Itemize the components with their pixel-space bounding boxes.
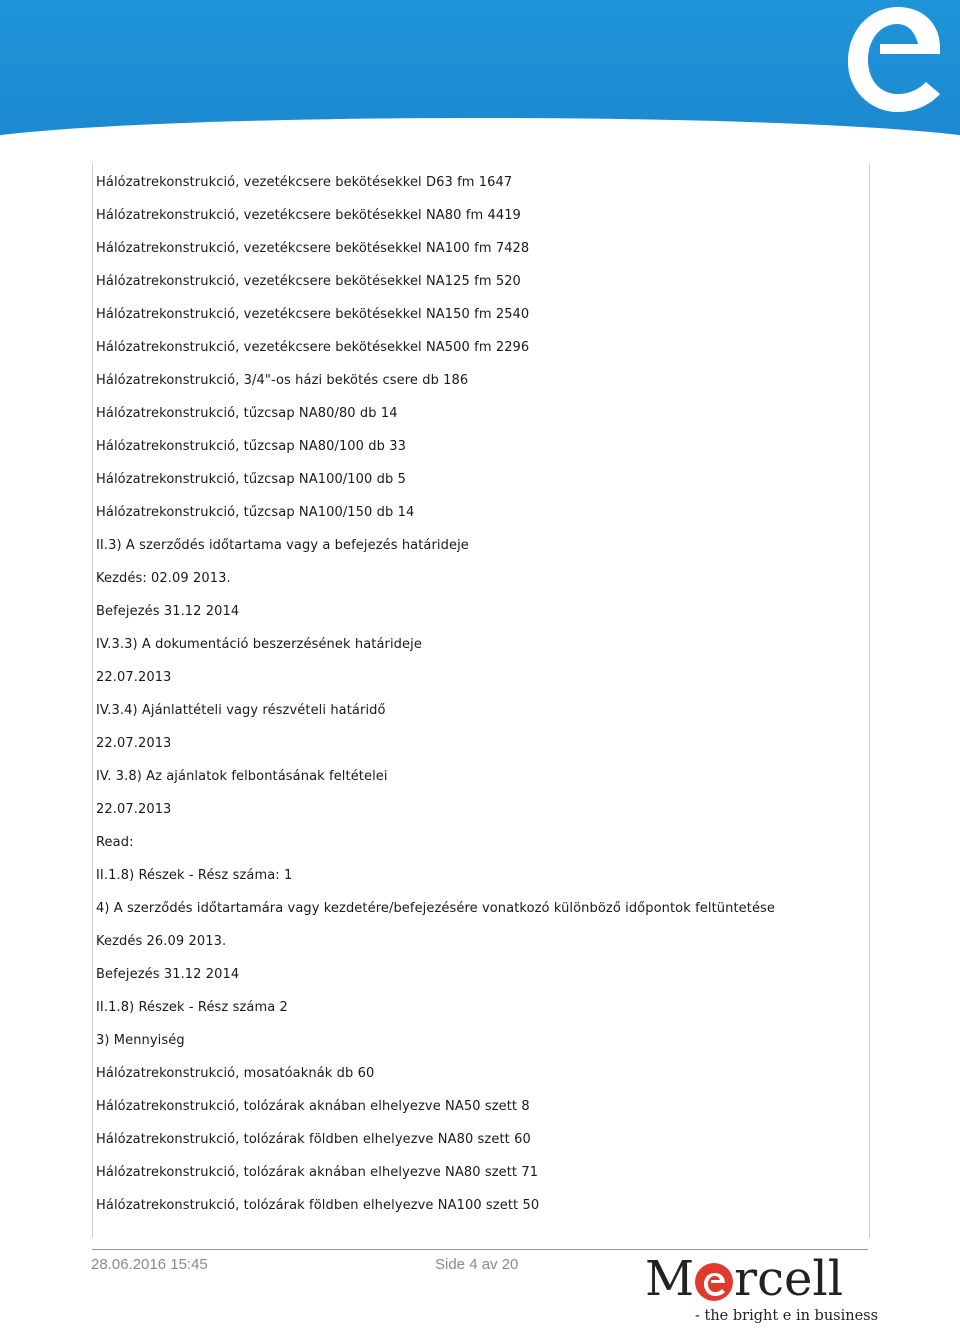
document-line: Hálózatrekonstrukció, vezetékcsere bekötésekkel NA80 fm 4419 <box>96 208 521 223</box>
document-line: II.3) A szerződés időtartama vagy a befejezés határideje <box>96 538 469 553</box>
document-line: 22.07.2013 <box>96 670 172 685</box>
e-logo-icon <box>695 1263 733 1301</box>
document-body <box>96 172 775 1228</box>
document-line: Hálózatrekonstrukció, tolózárak földben elhelyezve NA80 szett 60 <box>96 1132 531 1147</box>
document-line: Hálózatrekonstrukció, tűzcsap NA80/80 db 14 <box>96 406 398 421</box>
document-line: Hálózatrekonstrukció, 3/4"-os házi bekötés csere db 186 <box>96 373 469 388</box>
document-line: Hálózatrekonstrukció, vezetékcsere bekötésekkel NA150 fm 2540 <box>96 307 530 322</box>
document-line: II.1.8) Részek - Rész száma 2 <box>96 1000 288 1015</box>
document-line: IV.3.3) A dokumentáció beszerzésének határideje <box>96 637 422 652</box>
document-line: Hálózatrekonstrukció, tűzcsap NA100/100 db 5 <box>96 472 406 487</box>
footer-timestamp: 28.06.2016 15:45 <box>91 1256 208 1273</box>
document-line: IV.3.4) Ajánlattételi vagy részvételi határidő <box>96 703 386 718</box>
document-line: 4) A szerződés időtartamára vagy kezdetére/befejezésére vonatkozó különböző időpontok feltüntetése <box>96 901 776 916</box>
document-line: Befejezés 31.12 2014 <box>96 604 240 619</box>
brand-wordmark <box>645 1253 843 1305</box>
e-logo-icon <box>818 0 948 112</box>
document-line: 3) Mennyiség <box>96 1033 185 1048</box>
document-line: 22.07.2013 <box>96 736 172 751</box>
page-indicator: Side 4 av 20 <box>435 1256 519 1273</box>
header-banner <box>0 0 960 160</box>
footer-divider <box>92 1249 868 1250</box>
document-line: Kezdés 26.09 2013. <box>96 934 227 949</box>
header-curve <box>0 118 960 160</box>
document-line: Hálózatrekonstrukció, vezetékcsere bekötésekkel D63 fm 1647 <box>96 175 513 190</box>
document-line: Hálózatrekonstrukció, tűzcsap NA100/150 db 14 <box>96 505 415 520</box>
document-line: Befejezés 31.12 2014 <box>96 967 240 982</box>
document-line: IV. 3.8) Az ajánlatok felbontásának feltételei <box>96 769 388 784</box>
document-line: Hálózatrekonstrukció, tűzcsap NA80/100 db 33 <box>96 439 406 454</box>
document-line: Kezdés: 02.09 2013. <box>96 571 231 586</box>
document-line: Hálózatrekonstrukció, vezetékcsere bekötésekkel NA125 fm 520 <box>96 274 521 289</box>
document-line: Hálózatrekonstrukció, tolózárak aknában elhelyezve NA50 szett 8 <box>96 1099 530 1114</box>
document-line: Hálózatrekonstrukció, vezetékcsere bekötésekkel NA500 fm 2296 <box>96 340 530 355</box>
document-line: Hálózatrekonstrukció, mosatóaknák db 60 <box>96 1066 375 1081</box>
brand-wordmark-start: M <box>645 1251 695 1307</box>
brand-logo <box>645 1251 879 1329</box>
brand-tagline: - the bright e in business <box>695 1308 879 1324</box>
document-line: 22.07.2013 <box>96 802 172 817</box>
document-line: Hálózatrekonstrukció, tolózárak földben elhelyezve NA100 szett 50 <box>96 1198 540 1213</box>
document-line: II.1.8) Részek - Rész száma: 1 <box>96 868 293 883</box>
document-line: Hálózatrekonstrukció, tolózárak aknában elhelyezve NA80 szett 71 <box>96 1165 539 1180</box>
brand-wordmark-end: rcell <box>734 1251 844 1307</box>
document-line: Read: <box>96 835 134 850</box>
document-line: Hálózatrekonstrukció, vezetékcsere bekötésekkel NA100 fm 7428 <box>96 241 530 256</box>
